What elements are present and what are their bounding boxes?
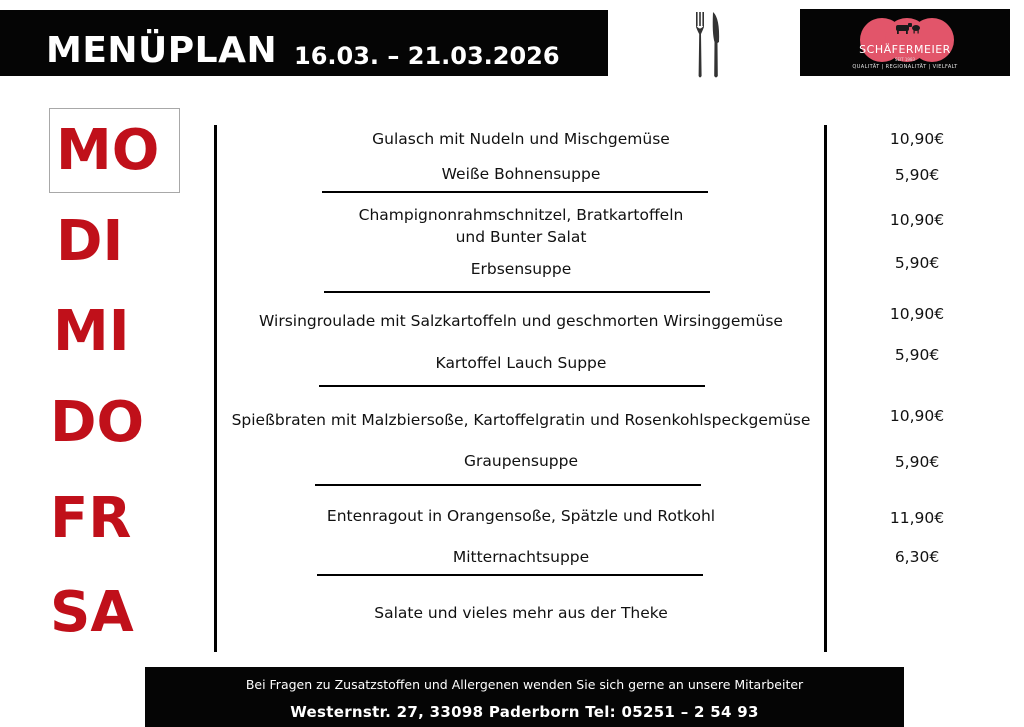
allergen-note: Bei Fragen zu Zusatzstoffen und Allergenen wenden Sie sich gerne an unsere Mitarbeiter	[245, 677, 804, 692]
logo-established: SEIT 1983	[894, 57, 916, 62]
dish-di-main-line1: Champignonrahmschnitzel, Bratkartoffeln	[358, 206, 684, 224]
header-bar	[0, 10, 608, 76]
price-do-soup: 5,90€	[894, 453, 940, 471]
price-fr-main: 11,90€	[889, 509, 945, 527]
price-mo-main: 10,90€	[889, 130, 945, 148]
day-label-fr: FR	[50, 486, 132, 551]
separator-di	[324, 291, 710, 293]
footer-bar	[145, 667, 904, 727]
dish-sa-main: Salate und vieles mehr aus der Theke	[374, 604, 668, 622]
dish-do-main: Spießbraten mit Malzbiersoße, Kartoffelgratin und Rosenkohlspeckgemüse	[231, 411, 811, 429]
dish-mi-main: Wirsingroulade mit Salzkartoffeln und geschmorten Wirsinggemüse	[259, 312, 783, 330]
logo	[800, 9, 1010, 76]
dish-di-main-line2: und Bunter Salat	[455, 228, 587, 246]
dish-di-soup: Erbsensuppe	[470, 260, 572, 278]
price-di-main: 10,90€	[889, 211, 945, 229]
price-do-main: 10,90€	[889, 407, 945, 425]
day-label-mi: MI	[53, 299, 130, 364]
logo-tagline: QUALITÄT | REGIONALITÄT | VIELFALT	[852, 64, 958, 70]
dish-mo-soup: Weiße Bohnensuppe	[441, 165, 601, 183]
day-label-do: DO	[50, 390, 145, 455]
logo-name: SCHÄFERMEIER	[859, 43, 951, 56]
left-divider	[214, 125, 217, 652]
dish-mo-main: Gulasch mit Nudeln und Mischgemüse	[372, 130, 670, 148]
separator-mi	[319, 385, 705, 387]
price-mi-soup: 5,90€	[894, 346, 940, 364]
day-label-sa: SA	[50, 580, 134, 645]
cutlery-icon	[694, 12, 724, 80]
day-label-mo: MO	[56, 118, 160, 183]
price-di-soup: 5,90€	[894, 254, 940, 272]
separator-fr	[317, 574, 703, 576]
price-fr-soup: 6,30€	[894, 548, 940, 566]
page-title: MENÜPLAN	[46, 30, 278, 71]
dish-fr-soup: Mitternachtsuppe	[452, 548, 590, 566]
address-line: Westernstr. 27, 33098 Paderborn Tel: 05251 – 2 54 93	[290, 703, 759, 721]
right-divider	[824, 125, 827, 652]
day-label-di: DI	[56, 209, 124, 274]
dish-mi-soup: Kartoffel Lauch Suppe	[435, 354, 607, 372]
separator-do	[315, 484, 701, 486]
dish-do-soup: Graupensuppe	[463, 452, 579, 470]
price-mo-soup: 5,90€	[894, 166, 940, 184]
dish-fr-main: Entenragout in Orangensoße, Spätzle und Rotkohl	[326, 507, 716, 525]
price-mi-main: 10,90€	[889, 305, 945, 323]
date-range: 16.03. – 21.03.2026	[294, 42, 560, 70]
separator-mo	[322, 191, 708, 193]
